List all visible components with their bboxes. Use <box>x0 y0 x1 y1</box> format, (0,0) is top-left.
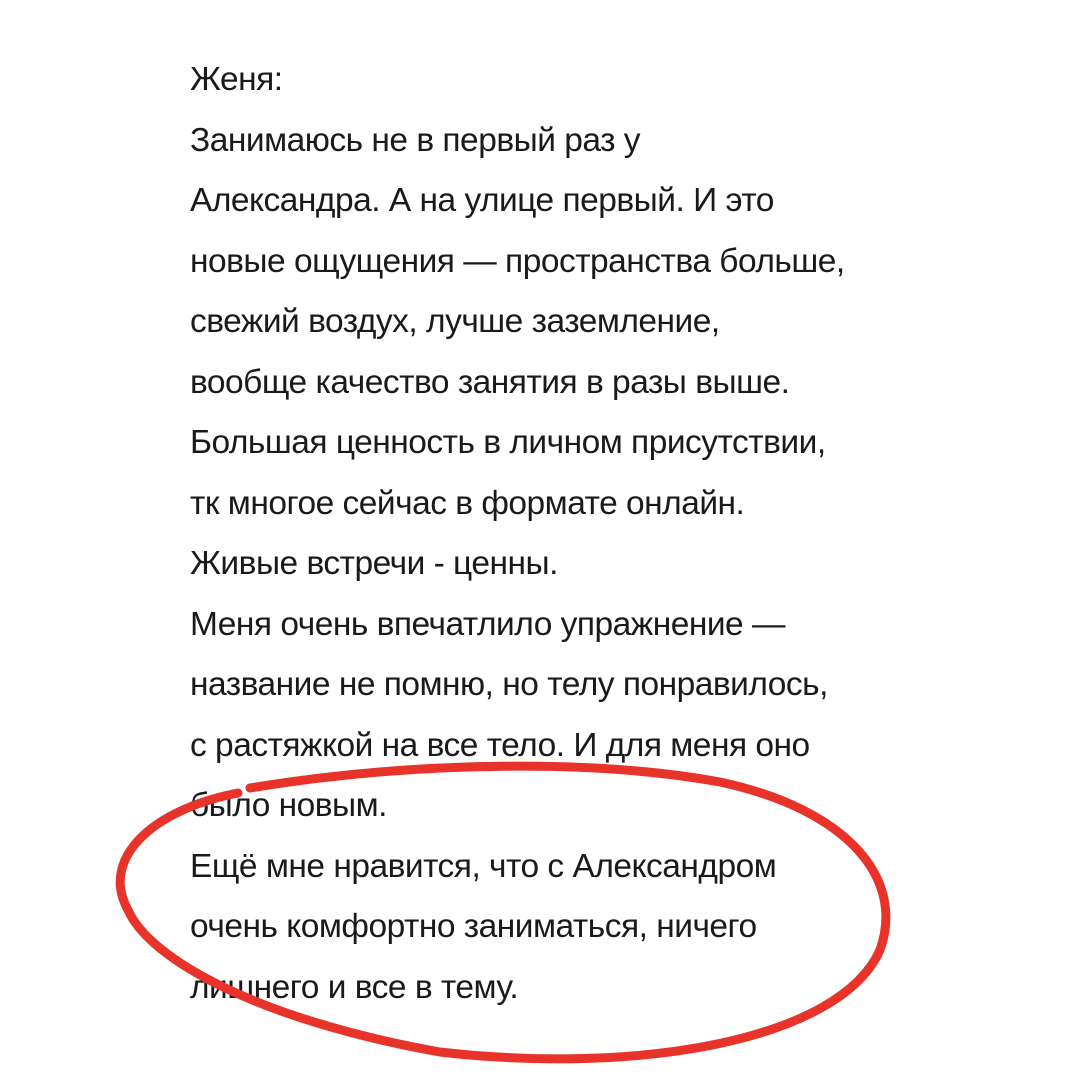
review-text <box>190 50 930 1018</box>
review-line: новые ощущения — пространства больше, <box>190 242 845 280</box>
review-line: свежий воздух, лучше заземление, <box>190 303 720 340</box>
review-author: Женя: <box>190 61 283 98</box>
review-line: Меня очень впечатлило упражнение — <box>190 605 785 643</box>
review-line: было новым. <box>190 787 387 824</box>
review-line: Александра. А на улице первый. И это <box>190 182 774 219</box>
review-line: с растяжкой на все тело. И для меня оно <box>190 726 810 764</box>
review-line: название не помню, но телу понравилось, <box>190 666 828 703</box>
review-line: вообще качество занятия в разы выше. <box>190 363 790 401</box>
review-line: Большая ценность в личном присутствии, <box>190 424 826 461</box>
highlighted-line: лишнего и все в тему. <box>190 968 519 1006</box>
review-line: Занимаюсь не в первый раз у <box>190 121 641 159</box>
review-line: Живые встречи - ценны. <box>190 545 558 582</box>
highlighted-line: Ещё мне нравится, что с Александром <box>190 847 777 885</box>
review-line: тк многое сейчас в формате онлайн. <box>190 484 745 522</box>
highlighted-line: очень комфортно заниматься, ничего <box>190 908 757 945</box>
